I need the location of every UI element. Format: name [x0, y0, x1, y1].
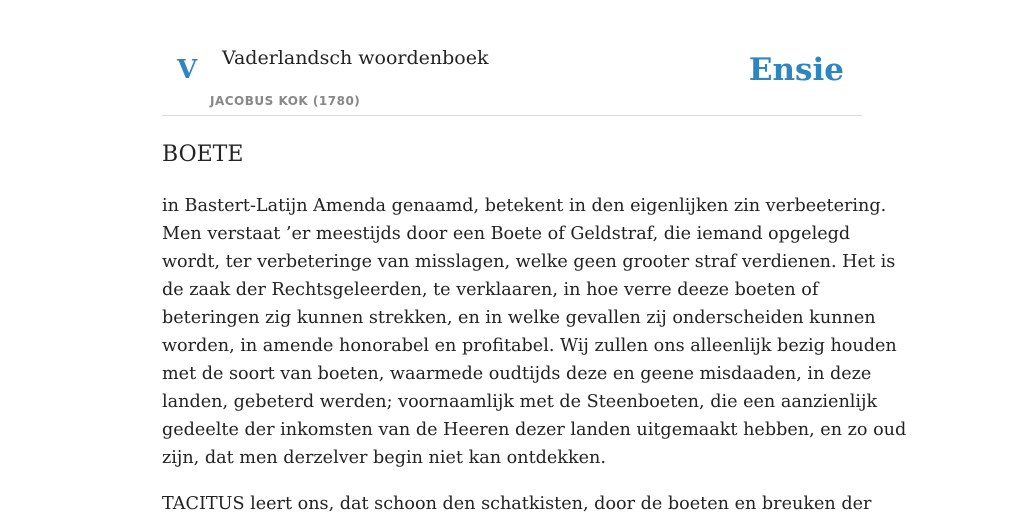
- paragraph-line: met de soort van boeten, waarmede oudtijds deze en geene misdaaden, in deze: [162, 364, 872, 384]
- ensie-logo[interactable]: Ensie: [748, 52, 844, 88]
- article-body: [162, 192, 907, 512]
- paragraph-line: wordt, ter verbeteringe van misslagen, welke geen grooter straf verdienen. Het is: [162, 252, 896, 272]
- book-title-link[interactable]: Vaderlandsch woordenboek: [222, 47, 489, 69]
- paragraph-line: worden, in amende honorabel en profitabel. Wij zullen ons alleenlijk bezig houden: [162, 336, 897, 356]
- paragraph-line: in Bastert-Latijn Amenda genaamd, betekent in den eigenlijken zin verbeetering.: [162, 196, 887, 216]
- paragraph-line: Men verstaat ’er meestijds door een Boete of Geldstraf, die iemand opgelegd: [162, 224, 851, 244]
- book-author: JACOBUS KOK (1780): [210, 94, 361, 108]
- paragraph-line: landen, gebeterd werden; voornaamlijk met de Steenboeten, die een aanzienlijk: [162, 392, 878, 412]
- article-paragraph: [162, 192, 907, 472]
- paragraph-line: zijn, dat men derzelver begin niet kan ontdekken.: [162, 448, 606, 468]
- header: [162, 0, 862, 116]
- lemma-title: BOETE: [162, 142, 244, 167]
- article-paragraph: [162, 490, 872, 512]
- paragraph-line: TACITUS leert ons, dat schoon den schatkisten, door de boeten en breuken der: [162, 494, 872, 512]
- paragraph-line: gedeelte der inkomsten van de Heeren dezer landen uitgemaakt hebben, en zo oud: [162, 420, 907, 440]
- paragraph-line: beteringen zig kunnen strekken, en in welke gevallen zij onderscheiden kunnen: [162, 308, 876, 328]
- book-letter-badge[interactable]: V: [177, 55, 198, 85]
- paragraph-line: de zaak der Rechtsgeleerden, te verklaaren, in hoe verre deeze boeten of: [162, 280, 819, 300]
